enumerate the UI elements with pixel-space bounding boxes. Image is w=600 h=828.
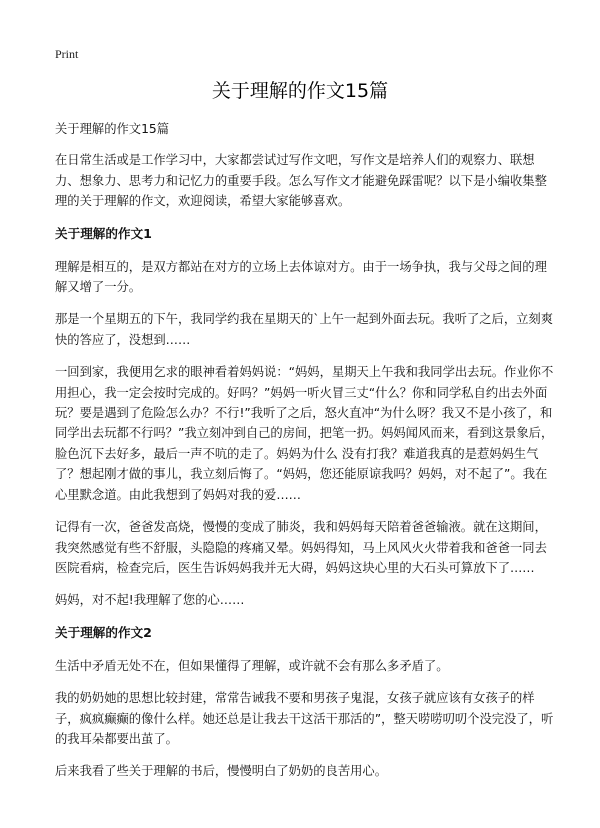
document-title: 关于理解的作文15篇 [211,80,389,102]
section-heading-1: 关于理解的作文1 [55,225,152,241]
paragraph: 我的奶奶她的思想比较封建，常常告诫我不要和男孩子鬼混，女孩子就应该有女孩子的样子，疯疯癫癫的像什么样。她还总是让我去干这活干那活的”，整天唠唠叨叨个没完没了，听的我耳朵都要出茧了。 [55,691,554,746]
print-link[interactable]: Print [55,47,79,61]
paragraph: 妈妈，对不起!我理解了您的心…… [55,593,245,608]
document-subtitle: 关于理解的作文15篇 [55,122,170,136]
paragraph: 后来我看了些关于理解的书后，慢慢明白了奶奶的良苦用心。 [55,764,388,779]
paragraph: 生活中矛盾无处不在，但如果懂得了理解，或许就不会有那么多矛盾了。 [55,658,449,673]
paragraph: 记得有一次，爸爸发高烧，慢慢的变成了肺炎，我和妈妈每天陪着爸爸输液。就在这期间，我突然感觉有些不舒服，头隐隐的疼痛又晕。妈妈得知，马上风风火火带着我和爸爸一同去医院看病，检查完后，医生告诉妈妈我并无大碍，妈妈这块心里的大石头可算放下了…… [55,520,547,575]
paragraph: 一回到家，我便用乞求的眼神看着妈妈说：“妈妈，星期天上午我和我同学出去玩。作业你不用担心，我一定会按时完成的。好吗？”妈妈一听火冒三丈“什么？你和同学私自约出去外面玩？要是遇到了危险怎么办？不行!”我听了之后，怒火直冲“为什么呀？我又不是小孩了，和同学出去玩都不行吗？”我立刻冲到自己的房间，把笔一扔。妈妈闻风而来，看到这景象后，脸色沉下去好多，最后一声不吭的走了。妈妈为什么 没有打我？难道我真的是惹妈妈生气了？想起刚才做的事儿，我立刻后悔了。“妈妈，您还能原谅我吗？妈妈，对不起了”。我在心里默念道。由此我想到了妈妈对我的爱…… [55,365,554,502]
paragraph: 那是一个星期五的下午，我同学约我在星期天的`上午一起到外面去玩。我听了之后，立刻爽快的答应了，没想到…… [55,312,554,347]
section-heading-2: 关于理解的作文2 [55,624,152,640]
paragraph: 理解是相互的，是双方都站在对方的立场上去体谅对方。由于一场争执，我与父母之间的理解又增了一分。 [55,259,547,295]
intro-paragraph: 在日常生活或是工作学习中，大家都尝试过写作文吧，写作文是培养人们的观察力、联想力、想象力、思考力和记忆力的重要手段。怎么写作文才能避免踩雷呢？以下是小编收集整理的关于理解的作文，欢迎阅读，希望大家能够喜欢。 [55,153,547,209]
article-body [55,119,554,794]
